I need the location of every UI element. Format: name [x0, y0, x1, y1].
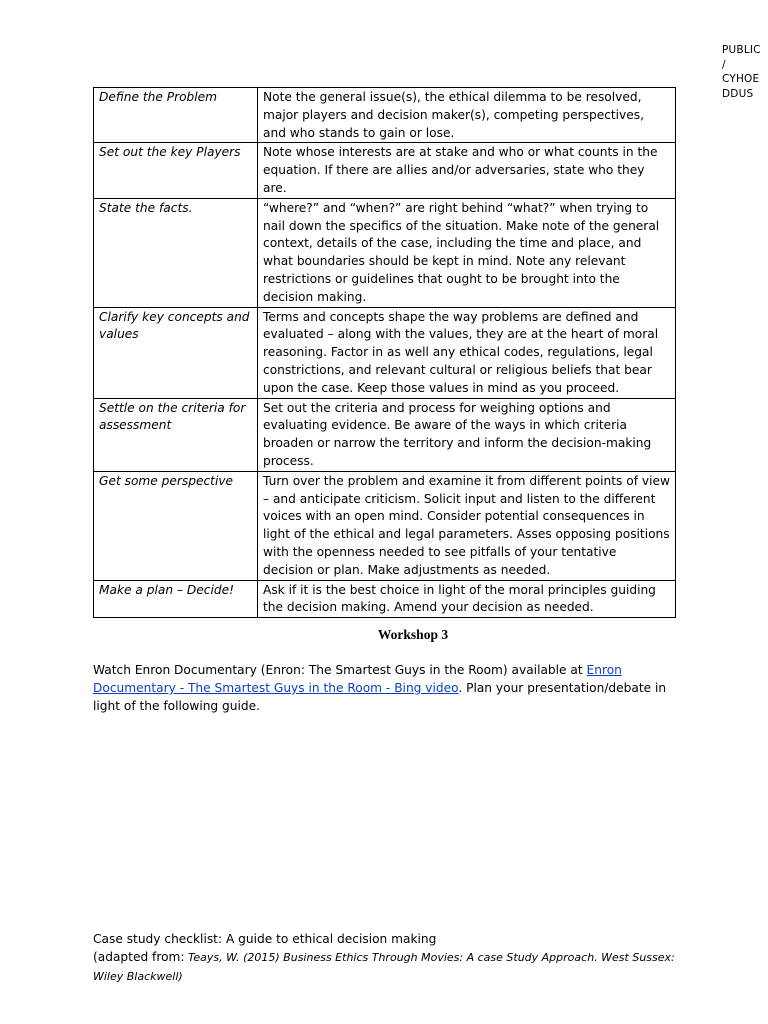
classification-line: DDUS — [722, 87, 754, 100]
description-cell: Set out the criteria and process for weighing options and evaluating evidence. Be aware of the ways in which criteria broaden or narrow the territory and inform the decision-making process. — [258, 398, 676, 471]
checklist-title: Case study checklist: A guide to ethical decision making — [93, 932, 437, 946]
description-cell: Ask if it is the best choice in light of the moral principles guiding the decision making. Amend your decision as needed. — [258, 580, 676, 618]
checklist-section — [93, 930, 683, 986]
adapted-from-label: (adapted from: — [93, 950, 185, 964]
description-cell: “where?” and “when?” are right behind “what?” when trying to nail down the specifics of the situation. Make note of the general context, details of the case, including the time and place, and what boundaries should be kept in mind. Note any relevant restrictions or guidelines that ought to be brought into the decision making. — [258, 198, 676, 307]
description-cell: Turn over the problem and examine it from different points of view – and anticipate criticism. Solicit input and listen to the different voices with an open mind. Consider potential consequences in light of the ethical and legal parameters. Asses opposing positions with the openness needed to see pitfalls of your tentative decision or plan. Make adjustments as needed. — [258, 471, 676, 580]
ethical-decision-guide-table — [93, 87, 676, 618]
table-row — [94, 88, 676, 143]
table-row — [94, 143, 676, 198]
step-cell: State the facts. — [94, 198, 258, 307]
description-cell: Terms and concepts shape the way problems are defined and evaluated – along with the values, they are at the heart of moral reasoning. Factor in as well any ethical codes, regulations, legal constrictions, and relevant cultural or religious beliefs that bear upon the case. Keep those values in mind as you proceed. — [258, 307, 676, 398]
workshop-heading: Workshop 3 — [377, 627, 449, 642]
table-row — [94, 307, 676, 398]
table-row — [94, 580, 676, 618]
step-cell: Set out the key Players — [94, 143, 258, 198]
description-cell: Note the general issue(s), the ethical dilemma to be resolved, major players and decision maker(s), competing perspectives, and who stands to gain or lose. — [258, 88, 676, 143]
table-row — [94, 198, 676, 307]
intro-text-after: . Plan your presentation/debate in light of the following guide. — [93, 681, 667, 713]
reference-citation: Teays, W. (2015) Business Ethics Through Movies: A case Study Approach. West Sussex: Wiley Blackwell) — [93, 951, 675, 983]
step-cell: Define the Problem — [94, 88, 258, 143]
intro-paragraph — [93, 661, 683, 715]
table-row — [94, 471, 676, 580]
classification-line: PUBLIC — [722, 44, 761, 56]
classification-label — [722, 43, 766, 101]
classification-line: / — [722, 58, 726, 71]
step-cell: Make a plan – Decide! — [94, 580, 258, 618]
table-row — [94, 398, 676, 471]
classification-line: CYHOE — [722, 73, 760, 85]
step-cell: Get some perspective — [94, 471, 258, 580]
checklist-source — [93, 948, 683, 986]
intro-text-before: Watch Enron Documentary (Enron: The Smartest Guys in the Room) available at — [93, 663, 587, 677]
description-cell: Note whose interests are at stake and who or what counts in the equation. If there are allies and/or adversaries, state who they are. — [258, 143, 676, 198]
step-cell: Settle on the criteria for assessment — [94, 398, 258, 471]
enron-documentary-link[interactable]: Enron Documentary - The Smartest Guys in the Room - Bing video — [93, 663, 622, 695]
step-cell: Clarify key concepts and values — [94, 307, 258, 398]
